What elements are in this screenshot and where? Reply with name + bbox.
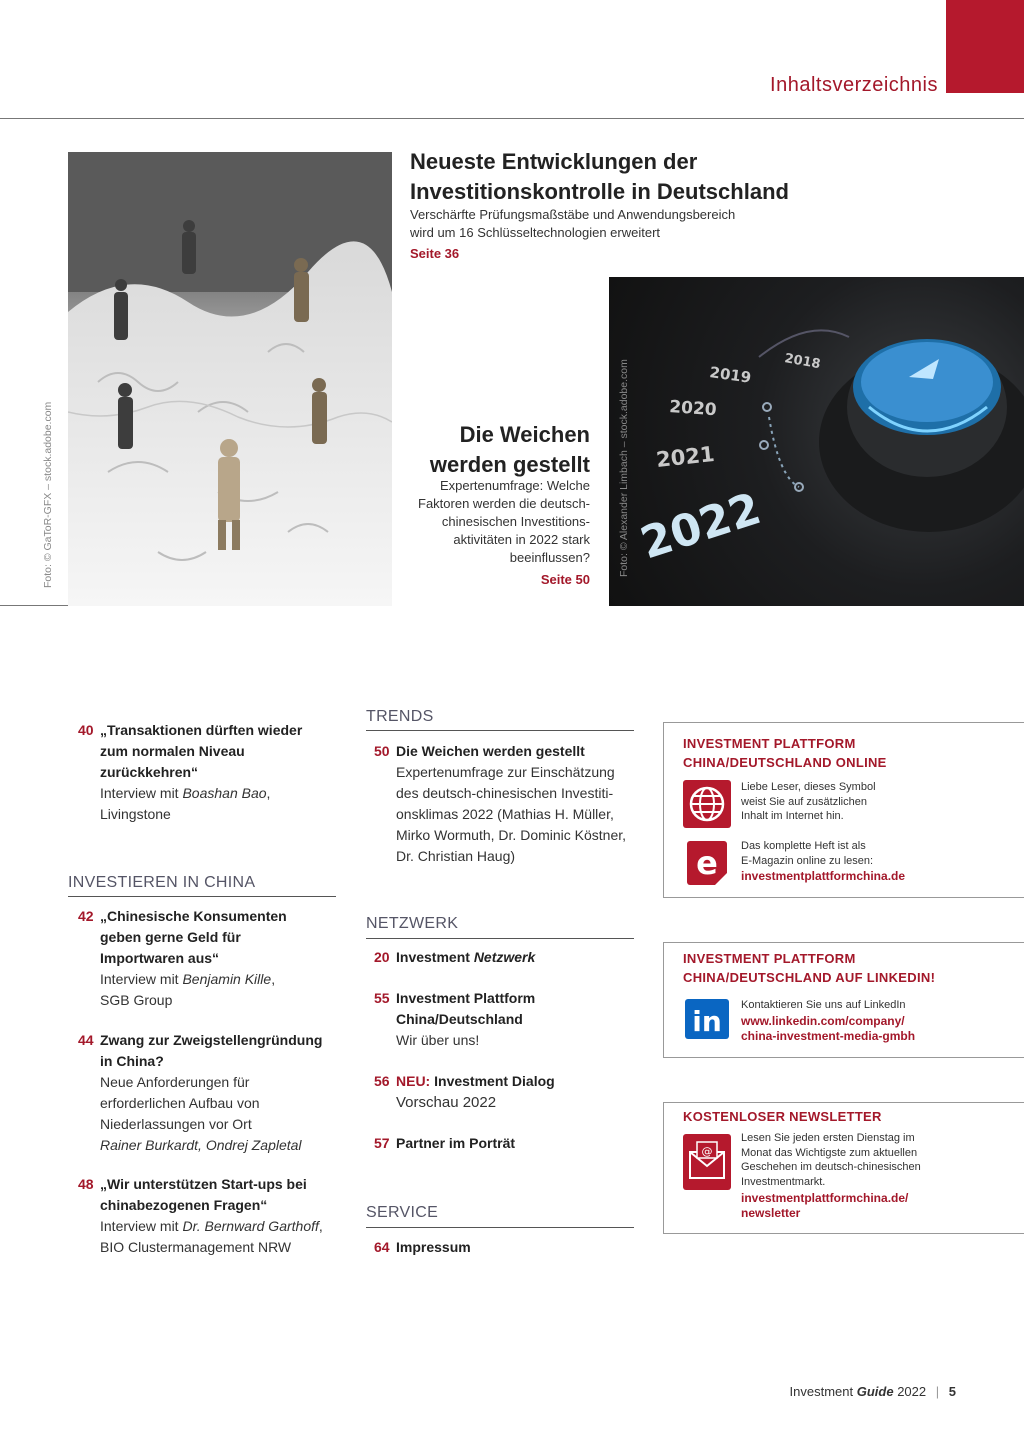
feature-2-page-link[interactable]: Seite 50 bbox=[540, 572, 590, 587]
toc-entry[interactable] bbox=[374, 947, 644, 968]
toc-entry-page: 55 bbox=[374, 990, 390, 1006]
toc-entry[interactable] bbox=[374, 1133, 644, 1154]
publication-name-italic: Guide bbox=[856, 1384, 894, 1399]
toc-entry[interactable] bbox=[374, 741, 644, 867]
toc-entry-title: Zwang zur Zweigstellengründung bbox=[100, 1032, 323, 1048]
box-text-line: Monat das Wichtigste zum aktuellen bbox=[741, 1146, 918, 1159]
linkedin-icon[interactable] bbox=[685, 999, 729, 1039]
toc-entry-title: Die Weichen werden gestellt bbox=[396, 743, 585, 759]
author-name: Dr. Bernward Garthoff bbox=[182, 1218, 319, 1234]
toc-entry-desc: Wir über uns! bbox=[396, 1032, 480, 1048]
feature-2-subtitle-line: Expertenumfrage: Welche bbox=[439, 478, 590, 493]
toc-entry-page: 48 bbox=[78, 1176, 94, 1192]
feature-1-subtitle-line: wird um 16 Schlüsseltechnologien erweitert bbox=[410, 225, 661, 240]
toc-entry-authors bbox=[100, 1135, 348, 1156]
toc-entry-desc: SGB Group bbox=[100, 992, 173, 1008]
section-heading-netzwerk: NETZWERK bbox=[366, 915, 459, 932]
feature-1-title: Neueste Entwicklungen der Investitionskontrolle in Deutschland bbox=[410, 149, 789, 204]
newsletter-info-box bbox=[663, 1102, 1024, 1234]
toc-entry-title: Impressum bbox=[396, 1239, 471, 1255]
toc-entry[interactable] bbox=[78, 1174, 348, 1258]
toc-entry-title: in China? bbox=[100, 1053, 164, 1069]
linkedin-glyph: in bbox=[692, 1005, 722, 1038]
desc-text: , bbox=[271, 971, 276, 987]
link-line: investmentplattformchina.de/ bbox=[741, 1191, 909, 1205]
online-info-box bbox=[663, 722, 1024, 898]
newsletter-box-heading: KOSTENLOSER NEWSLETTER bbox=[683, 1109, 882, 1124]
year-dial-illustration bbox=[609, 277, 1024, 606]
section-heading-service: SERVICE bbox=[366, 1204, 439, 1221]
section-rule bbox=[68, 896, 336, 897]
feature-2-subtitle bbox=[400, 477, 590, 567]
toc-entry-title: „Chinesische Konsumenten bbox=[100, 908, 287, 924]
feature-2-title bbox=[400, 420, 590, 480]
feature-2-title-line: Die Weichen bbox=[459, 422, 590, 447]
toc-entry-page: 56 bbox=[374, 1073, 390, 1089]
toc-entry[interactable] bbox=[78, 720, 348, 825]
header-red-block bbox=[946, 0, 1024, 93]
toc-entry-page: 42 bbox=[78, 908, 94, 924]
title-text: Investment Dialog bbox=[430, 1073, 555, 1089]
section-heading-trends: TRENDS bbox=[366, 708, 434, 725]
toc-entry-desc: Neue Anforderungen für bbox=[100, 1074, 250, 1090]
new-badge: NEU: bbox=[396, 1073, 431, 1089]
feature-1-subtitle bbox=[410, 206, 790, 242]
box-text-line: Das komplette Heft ist als bbox=[741, 840, 866, 852]
toc-entry-desc: Expertenumfrage zur Einschätzung bbox=[396, 764, 615, 780]
online-box-heading bbox=[683, 734, 887, 772]
e-magazine-icon bbox=[687, 841, 727, 885]
publication-name: Investment bbox=[789, 1384, 857, 1399]
e-glyph: e bbox=[696, 844, 718, 882]
toc-entry-desc: Dr. Christian Haug) bbox=[396, 848, 516, 864]
newsletter-link[interactable] bbox=[741, 1191, 908, 1221]
desc-text: Interview mit bbox=[100, 971, 183, 987]
feature-1-page-link[interactable]: Seite 36 bbox=[410, 246, 460, 261]
title-italic-text: Netzwerk bbox=[473, 949, 536, 965]
box-text-line: Inhalt im Internet hin. bbox=[741, 810, 844, 822]
toc-entry[interactable] bbox=[374, 988, 644, 1051]
section-rule bbox=[366, 1227, 634, 1228]
toc-entry-title: geben gerne Geld für bbox=[100, 929, 241, 945]
box-heading-line: CHINA/DEUTSCHLAND AUF LINKEDIN! bbox=[683, 970, 936, 985]
box-heading-line: CHINA/DEUTSCHLAND ONLINE bbox=[683, 755, 887, 770]
section-rule bbox=[366, 730, 634, 731]
title-text: Investment bbox=[396, 949, 474, 965]
box-heading-line: INVESTMENT PLATTFORM bbox=[683, 736, 856, 751]
toc-entry-title: chinabezogenen Fragen“ bbox=[100, 1197, 268, 1213]
toc-entry-title: Partner im Porträt bbox=[396, 1135, 516, 1151]
toc-entry-title: Investment Plattform bbox=[396, 990, 536, 1006]
linkedin-info-box bbox=[663, 942, 1024, 1058]
toc-entry-desc: des deutsch-chinesischen Investiti- bbox=[396, 785, 614, 801]
photo-credit-2: Foto: © Alexander Limbach – stock.adobe.com bbox=[618, 359, 630, 577]
year-dial-photo bbox=[609, 277, 1024, 606]
online-box-text bbox=[741, 780, 1011, 824]
toc-entry[interactable] bbox=[374, 1237, 644, 1258]
toc-entry-title bbox=[396, 1071, 644, 1092]
newsletter-envelope-icon bbox=[683, 1134, 731, 1190]
newsletter-box-text bbox=[741, 1131, 1011, 1189]
footer-separator: | bbox=[935, 1384, 940, 1399]
toc-entry-page: 50 bbox=[374, 743, 390, 759]
author-name: Rainer Burkardt, Ondrej Zapletal bbox=[100, 1137, 302, 1153]
box-text-line: Liebe Leser, dieses Symbol bbox=[741, 781, 876, 793]
toc-entry[interactable] bbox=[78, 1030, 348, 1156]
page-number: 5 bbox=[948, 1384, 956, 1399]
feature-2-subtitle-line: beeinflussen? bbox=[509, 550, 590, 565]
toc-entry-title: „Wir unterstützen Start-ups bei bbox=[100, 1176, 307, 1192]
desc-text: , bbox=[318, 1218, 323, 1234]
link-line: newsletter bbox=[741, 1206, 801, 1220]
desc-text: Interview mit bbox=[100, 1218, 183, 1234]
toc-entry-title: zum normalen Niveau bbox=[100, 743, 245, 759]
feature-1-subtitle-line: Verschärfte Prüfungsmaßstäbe und Anwendungsbereich bbox=[410, 207, 736, 222]
dial-year: 2018 bbox=[783, 351, 822, 373]
dial-year: 2020 bbox=[668, 397, 718, 421]
feature-2-subtitle-line: aktivitäten in 2022 stark bbox=[453, 532, 590, 547]
emagazine-link[interactable]: investmentplattformchina.de bbox=[741, 869, 906, 883]
left-margin-rule bbox=[0, 605, 68, 606]
toc-entry[interactable] bbox=[78, 906, 348, 1011]
author-name: Boashan Bao bbox=[182, 785, 267, 801]
dial-year: 2021 bbox=[655, 441, 716, 472]
toc-entry-page: 44 bbox=[78, 1032, 94, 1048]
box-text-line: Geschehen im deutsch-chinesischen bbox=[741, 1161, 921, 1173]
toc-entry-title: China/Deutschland bbox=[396, 1011, 523, 1027]
puzzle-figures-illustration bbox=[68, 152, 392, 606]
toc-entry-desc: Vorschau 2022 bbox=[396, 1094, 497, 1111]
toc-entry-desc: onsklimas 2022 (Mathias H. Müller, bbox=[396, 806, 614, 822]
section-heading-investieren: INVESTIEREN IN CHINA bbox=[68, 874, 256, 891]
publication-year: 2022 bbox=[893, 1384, 927, 1399]
toc-entry-desc: BIO Clustermanagement NRW bbox=[100, 1239, 292, 1255]
box-text-line: Investmentmarkt. bbox=[741, 1175, 826, 1188]
toc-entry-desc bbox=[100, 1216, 348, 1237]
feature-2-subtitle-line: chinesischen Investitions- bbox=[441, 514, 590, 529]
toc-entry-page: 40 bbox=[78, 722, 94, 738]
dial-year: 2022 bbox=[634, 483, 767, 570]
globe-icon bbox=[683, 780, 731, 828]
section-rule bbox=[366, 938, 634, 939]
toc-entry-desc: Niederlassungen vor Ort bbox=[100, 1116, 252, 1132]
linkedin-box-heading bbox=[683, 949, 935, 987]
toc-entry-title: Importwaren aus“ bbox=[100, 950, 220, 966]
feature-2-subtitle-line: Faktoren werden die deutsch- bbox=[418, 496, 590, 511]
header-rule bbox=[0, 118, 1024, 119]
section-title: Inhaltsverzeichnis bbox=[770, 74, 938, 96]
toc-entry-desc bbox=[100, 783, 348, 804]
toc-entry-desc: Livingstone bbox=[100, 806, 171, 822]
toc-entry-title bbox=[396, 947, 644, 968]
photo-credit-1: Foto: © GaToR-GFX – stock.adobe.com bbox=[42, 401, 54, 588]
author-name: Benjamin Kille bbox=[182, 971, 272, 987]
box-text-line: Lesen Sie jeden ersten Dienstag im bbox=[741, 1132, 915, 1144]
toc-entry[interactable] bbox=[374, 1071, 644, 1113]
toc-entry-page: 64 bbox=[374, 1239, 390, 1255]
svg-text:@: @ bbox=[701, 1145, 713, 1158]
box-text-line: weist Sie auf zusätzlichen bbox=[741, 795, 867, 808]
linkedin-box-text: Kontaktieren Sie uns auf LinkedIn bbox=[741, 999, 906, 1011]
box-text-line: E-Magazin online zu lesen: bbox=[741, 854, 874, 867]
toc-entry-title: zurückkehren“ bbox=[100, 764, 199, 780]
toc-entry-desc bbox=[100, 969, 348, 990]
desc-text: , bbox=[266, 785, 271, 801]
online-box-text-2 bbox=[741, 839, 1011, 868]
toc-entry-page: 20 bbox=[374, 949, 390, 965]
dial-year: 2019 bbox=[708, 363, 753, 387]
linkedin-link[interactable] bbox=[741, 1014, 915, 1044]
page-footer bbox=[790, 1384, 956, 1399]
link-line: www.linkedin.com/company/ bbox=[741, 1014, 905, 1028]
link-line: china-investment-media-gmbh bbox=[741, 1029, 916, 1043]
feature-2-title-line: werden gestellt bbox=[429, 452, 590, 477]
toc-entry-desc: Mirko Wormuth, Dr. Dominic Köstner, bbox=[396, 827, 627, 843]
puzzle-figures-photo bbox=[68, 152, 392, 606]
desc-text: Interview mit bbox=[100, 785, 183, 801]
box-heading-line: INVESTMENT PLATTFORM bbox=[683, 951, 856, 966]
toc-entry-title: „Transaktionen dürften wieder bbox=[100, 722, 303, 738]
toc-entry-page: 57 bbox=[374, 1135, 390, 1151]
toc-entry-desc: erforderlichen Aufbau von bbox=[100, 1095, 260, 1111]
